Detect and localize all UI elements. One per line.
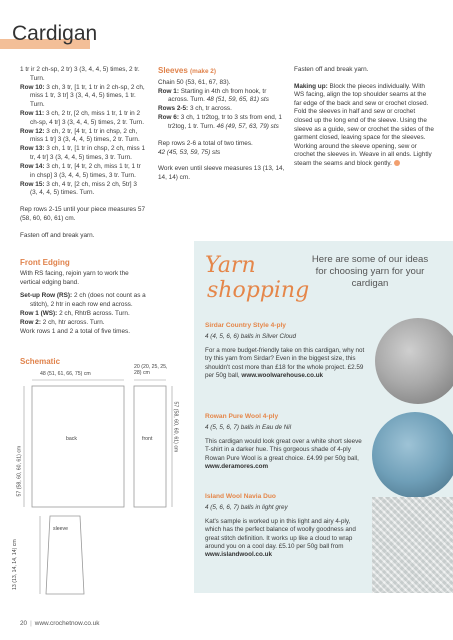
pattern-row: Row 2: 2 ch, htr across. Turn.	[20, 318, 105, 326]
pattern-row: Row 14: 3 ch, 1 tr, [4 tr, 2 ch, miss 1 tr, 1 tr in chsp] 3 (3, 4, 4, 5) times, 3 tr. Turn.	[20, 163, 141, 179]
sleeves-column	[158, 66, 285, 182]
front-edging-section	[20, 258, 146, 337]
yarn-detail: 4 (4, 5, 6, 6) balls in Silver Cloud	[205, 333, 296, 341]
front-edging-heading: Front Edging	[20, 258, 70, 267]
blue-yarn-ball-image	[372, 412, 453, 498]
yarn-name: Rowan Pure Wool 4-ply	[205, 413, 279, 420]
sleeves-heading: Sleeves (make 2)	[158, 66, 216, 75]
pattern-row: 1 tr ir 2 ch-sp, 2 tr) 3 (3, 4, 4, 5) times, 2 tr. Turn.	[20, 66, 140, 82]
pattern-row: Set-up Row (RS): 2 ch (does not count as a stitch), 2 htr in each row end across.	[20, 292, 146, 308]
end-mark-icon	[394, 160, 400, 166]
yarn-detail: 4 (5, 5, 6, 7) balls in Eau de Nil	[205, 424, 292, 432]
back-width-label: 48 (51, 61, 66, 75) cm	[40, 371, 91, 377]
back-panel-shape	[32, 386, 124, 507]
making-up-text: Making up: Block the pieces individually. With WS facing, align the top shoulder seams at the far edge of the back and sew or crochet closed. Fold the sleeves in half and sew or crochet closed up the long end of the sleeve. Using the sleeve as a guide, sew or crochet the sides of the garment closed, leaving space for the sleeves. Working around the sleeve opening, sew or crochet the sleeves in. Weave in all ends. Lightly steam the seams and block gently.	[294, 82, 434, 167]
yarn-name: Sirdar Country Style 4-ply	[205, 322, 286, 329]
sleeve-label: sleeve	[53, 526, 68, 532]
pattern-row: Row 6: 3 ch, 1 tr2tog, tr to 3 sts from end, 1 tr2tog, 1 tr. Turn. 46 (49, 57, 63, 79) sts	[158, 114, 282, 130]
yarn-link[interactable]: www.islandwool.co.uk	[205, 551, 272, 559]
yarn-shopping-heading: Yarn shopping	[205, 253, 310, 303]
pattern-row: Row 10: 3 ch, 3 tr, [1 tr, 1 tr in 2 ch-sp, 2 ch, miss 1 tr, 3 tr] 3 (3, 4, 4, 5) times, 1 tr. Turn.	[20, 83, 145, 108]
yarn-link[interactable]: www.deramores.com	[205, 463, 269, 471]
sleeves-chain: Chain 50 (53, 61, 67, 83).	[158, 79, 231, 86]
pattern-row: Row 15: 3 ch, 4 tr, [2 ch, miss 2 ch, 5tr] 3 (3, 4, 4, 5) times. Turn.	[20, 180, 137, 197]
title-banner	[0, 22, 98, 48]
schematic-diagram	[0, 366, 200, 626]
sleeves-work-even: Work even until sleeve measures 13 (13, 14, 14, 14) cm.	[158, 165, 285, 181]
pattern-rows-column	[20, 66, 146, 240]
pattern-row: Row 13: 3 ch, 1 tr, [1 tr in chsp, 2 ch, miss 1 tr, 4 tr] 3 (3, 4, 4, 5) times, 3 tr. Turn.	[20, 145, 146, 161]
yarn-link[interactable]: www.woolwarehouse.co.uk	[241, 372, 324, 380]
fasten-off-text: Fasten off and break yarn.	[294, 66, 369, 73]
making-up-column	[294, 66, 434, 169]
page-number: 20	[20, 620, 28, 627]
page-title: Cardigan	[12, 22, 98, 45]
yarn-description: This cardigan would look great over a white short sleeve T-shirt in a darker hue. This gorgeous shade of 4-ply Rowan Pure Wool is a great choice. £4.99 per 50g ball, www.deramores.com	[205, 437, 362, 471]
front-edging-intro: With RS facing, rejoin yarn to work the vertical edging band.	[20, 270, 129, 286]
fasten-off-text: Fasten off and break yarn.	[20, 231, 95, 239]
yarn-name: Island Wool Navia Duo	[205, 493, 276, 500]
sleeves-rep-sts: 42 (45, 53, 59, 75) sts	[158, 148, 221, 156]
yarn-detail: 4 (5, 6, 6, 7) balls in light grey	[205, 504, 288, 512]
front-panel-shape	[134, 386, 166, 507]
grey-yarn-ball-image	[375, 318, 453, 404]
yarn-item	[205, 493, 367, 560]
yarn-item	[205, 322, 370, 380]
back-label: back	[66, 436, 77, 442]
pattern-row: Row 1 (WS): 2 ch, RhtrB across. Turn.	[20, 309, 130, 317]
sleeves-rep: Rep rows 2-6 a total of two times.	[158, 140, 253, 148]
yarn-description: Kat's sample is worked up in this light and airy 4-ply, which has the perfect balance of woolly goodness and great stitch definition. It works up like a cloud to wrap around you on a cool day. £5.10 per 50g ball from www.islandwool.co.uk	[205, 517, 356, 559]
repeat-instruction: Rep rows 2-15 until your piece measures 57 (58, 60, 60, 61) cm.	[20, 206, 146, 222]
schematic-drawing	[0, 366, 200, 626]
front-height-label: 57 (58, 60, 60, 61) cm	[172, 401, 179, 453]
schematic-heading: Schematic	[20, 357, 61, 366]
pattern-row: Row 1: Starting in 4th ch from hook, tr across. Turn. 48 (51, 59, 65, 81) sts	[158, 87, 269, 104]
front-edging-outro: Work rows 1 and 2 a total of five times.	[20, 328, 130, 336]
pattern-row: Rows 2-5: 3 ch, tr across.	[158, 105, 232, 113]
page-footer: 20 | www.crochetnow.co.uk	[20, 620, 100, 627]
yarn-shopping-intro: Here are some of our ideas for choosing yarn for your cardigan	[311, 254, 429, 289]
sleeve-height-label: 13 (13, 14, 14, 14) cm	[12, 539, 18, 590]
back-height-label: 57 (58, 60, 60, 61) cm	[16, 445, 23, 497]
pattern-row: Row 12: 3 ch, 2 tr, [4 tr, 1 tr in chsp, 2 ch, miss 1 tr] 3 (3, 4, 4, 5) times, 2 tr. Turn.	[20, 127, 140, 144]
yarn-description: For a more budget-friendly take on this cardigan, why not try this yarn from Sirdar? Even in the biggest size, this shouldn't cost more than £18 for the whole project. £2.59 per 50g ball, www.woolwarehouse.co.uk	[205, 346, 365, 380]
lace-swatch-image	[372, 497, 453, 593]
yarn-item	[205, 413, 369, 471]
footer-site[interactable]: www.crochetnow.co.uk	[34, 620, 100, 627]
front-width-label: 20 (20, 25, 25, 28) cm	[134, 364, 168, 376]
front-label: front	[142, 436, 153, 442]
pattern-row: Row 11: 3 ch, 2 tr, [2 ch, miss 1 tr, 1 tr in 2 ch-sp, 4 tr] 3 (3, 4, 4, 5) times, 2 tr. Turn.	[20, 109, 145, 126]
